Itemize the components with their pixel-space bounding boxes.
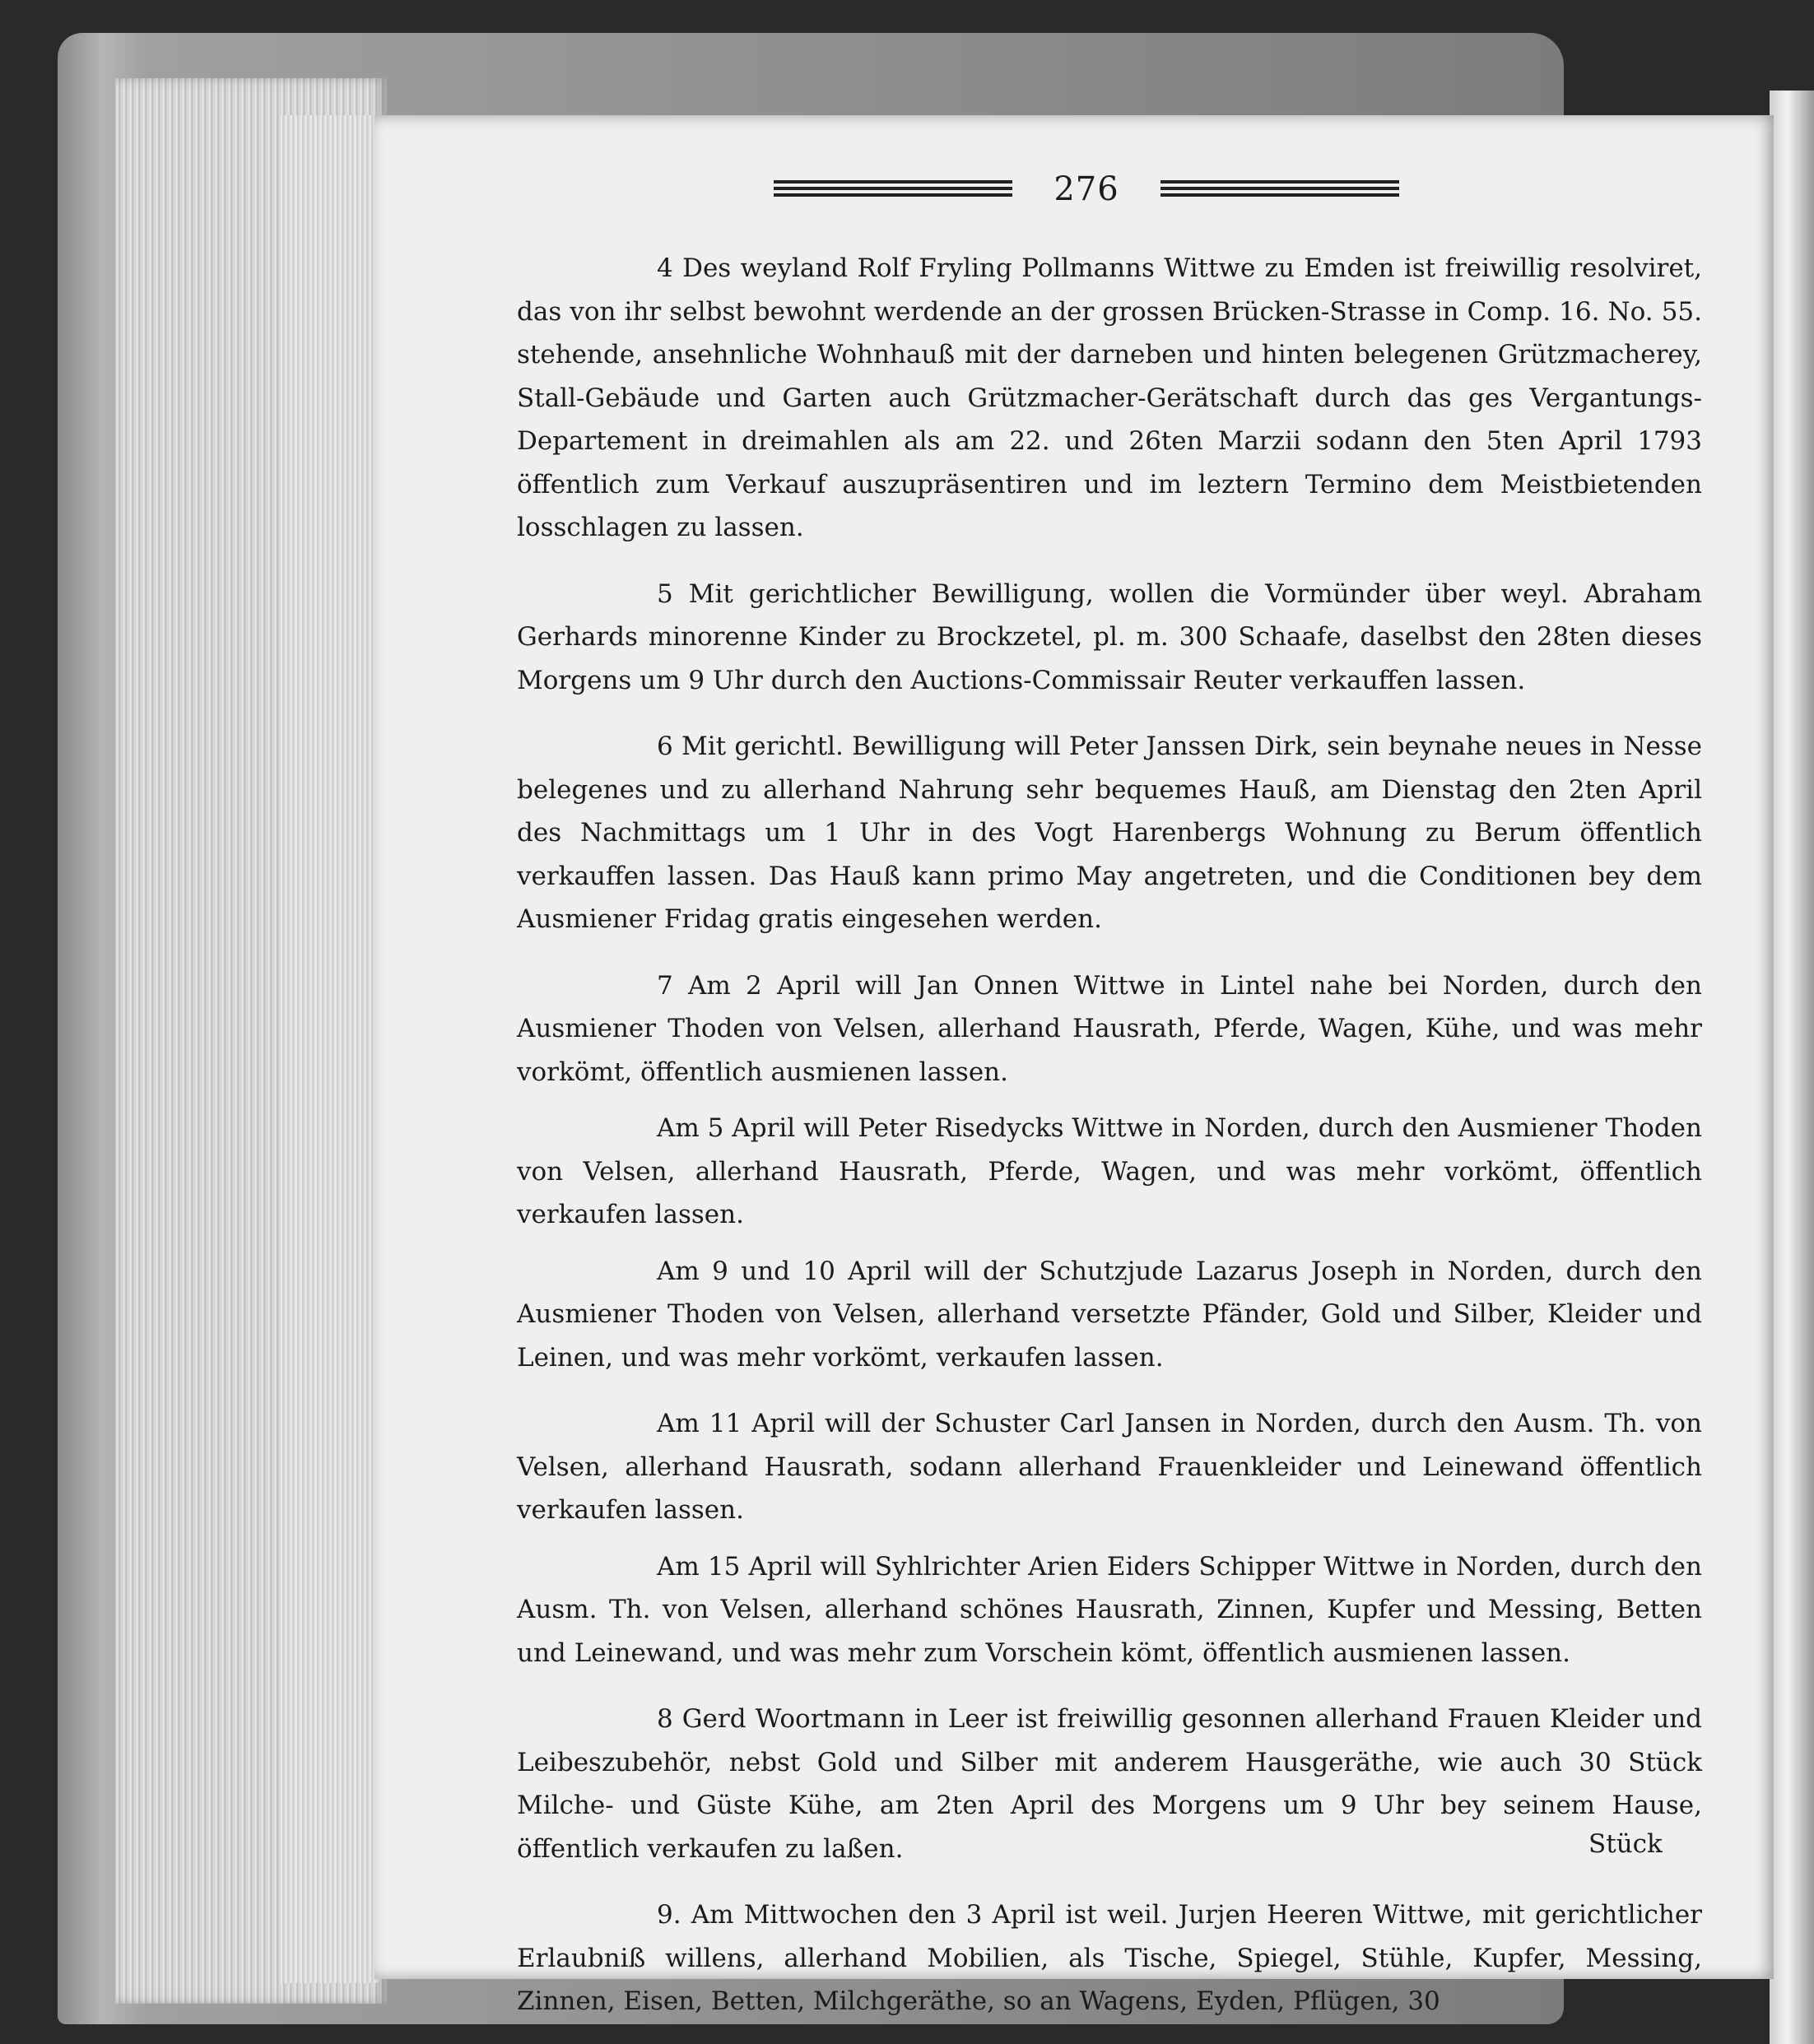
paragraph-text: Des weyland Rolf Fryling Pollmanns Wittwe zu Emden ist freiwillig resolviret, das von ihr selbst bewohnt werdende an der grossen Brücken-Strasse in Comp. 16. No. 55. stehende, ansehnliche Wohnhauß mit der darneben und hinten belegenen Grützmacherey, Stall-Gebäude und Garten auch Grützmacher-Gerätschaft durch das ges Vergantungs-Departement in dreimahlen als am 22. und 26ten Marzii sodann den 5ten April 1793 öffentlich zum Verkauf auszupräsentiren und im leztern Termino dem Meistbietenden losschlagen zu lassen. — [517, 253, 1702, 542]
paragraph-7d — [517, 1402, 1702, 1532]
catchword: Stück — [1588, 1829, 1663, 1859]
paragraph-text: Am 5 April will Peter Risedycks Wittwe in Norden, durch den Ausmiener Thoden von Velsen, allerhand Hausrath, Pferde, Wagen, und was mehr vorkömt, öffentlich verkaufen lassen. — [517, 1113, 1702, 1229]
paragraph-7c — [517, 1250, 1702, 1380]
paragraph-text: Gerd Woortmann in Leer ist freiwillig gesonnen allerhand Frauen Kleider und Leibeszubehör, nebst Gold und Silber mit anderem Hausgeräthe, wie auch 30 Stück Milche- und Güste Kühe, am 2ten April des Morgens um 9 Uhr bey seinem Hause, öffentlich verkaufen zu laßen. — [517, 1704, 1702, 1864]
paragraph-7e — [517, 1545, 1702, 1675]
paragraph-text: Am 9 und 10 April will der Schutzjude Lazarus Joseph in Norden, durch den Ausmiener Thoden von Velsen, allerhand versetzte Pfänder, Gold und Silber, Kleider und Leinen, und was mehr vorkömt, verkaufen lassen. — [517, 1256, 1702, 1373]
page-header — [774, 169, 1399, 210]
paragraph-text: Am 2 April will Jan Onnen Wittwe in Lintel nahe bei Norden, durch den Ausmiener Thoden von Velsen, allerhand Hausrath, Pferde, Wagen, Kühe, und was mehr vorkömt, öffentlich ausmienen lassen. — [517, 970, 1702, 1087]
paragraph-text: Am Mittwochen den 3 April ist weil. Jurjen Heeren Wittwe, mit gerichtlicher Erlaubniß willens, allerhand Mobilien, als Tische, Spiegel, Stühle, Kupfer, Messing, Zinnen, Eisen, Betten, Milchgeräthe, so an Wagens, Eyden, Pflügen, 30 — [517, 1900, 1702, 2016]
paragraph-number: 8 — [657, 1704, 673, 1734]
paragraph-number: 9. — [657, 1900, 681, 1930]
paragraph-text: Am 15 April will Syhlrichter Arien Eiders Schipper Wittwe in Norden, durch den Ausm. Th. von Velsen, allerhand schönes Hausrath, Zinnen, Kupfer und Messing, Betten und Leinewand, und was mehr zum Vorschein kömt, öffentlich ausmienen lassen. — [517, 1551, 1702, 1668]
page-edges-inner — [280, 115, 379, 1983]
right-page-edge — [1770, 91, 1814, 2044]
paragraph-text: Mit gerichtlicher Bewilligung, wollen die Vormünder über weyl. Abraham Gerhards minorenne Kinder zu Brockzetel, pl. m. 300 Schaafe, daselbst den 28ten dieses Morgens um 9 Uhr durch den Auctions-Commissair Reuter verkauffen lassen. — [517, 578, 1702, 695]
paragraph-number: 5 — [657, 578, 673, 609]
paragraph-5 — [517, 573, 1702, 703]
paragraph-9 — [517, 1893, 1702, 2023]
paragraph-7b — [517, 1107, 1702, 1237]
header-rule-right — [1160, 180, 1399, 198]
paragraph-text: Mit gerichtl. Bewilligung will Peter Janssen Dirk, sein beynahe neues in Nesse belegenes und zu allerhand Nahrung sehr bequemes Hauß, am Dienstag den 2ten April des Nachmittags um 1 Uhr in des Vogt Harenbergs Wohnung zu Berum öffentlich verkauffen lassen. Das Hauß kann primo May angetreten, und die Conditionen bey dem Ausmiener Fridag gratis eingesehen werden. — [517, 732, 1702, 934]
page-body — [517, 247, 1702, 2023]
paragraph-number: 4 — [657, 253, 673, 283]
paragraph-number: 6 — [657, 732, 673, 761]
paragraph-text: Am 11 April will der Schuster Carl Jansen in Norden, durch den Ausm. Th. von Velsen, allerhand Hausrath, sodann allerhand Frauenkleider und Leinewand öffentlich verkaufen lassen. — [517, 1409, 1702, 1525]
paragraph-8 — [517, 1698, 1702, 1870]
page-number: 276 — [1054, 170, 1119, 208]
paragraph-7 — [517, 964, 1702, 1094]
paragraph-number: 7 — [657, 970, 673, 1001]
paragraph-6 — [517, 725, 1702, 941]
paragraph-4 — [517, 247, 1702, 550]
